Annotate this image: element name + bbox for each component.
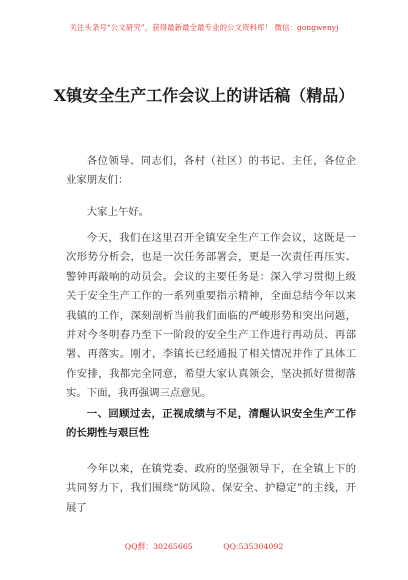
greeting-text: 各位领导、同志们，各村（社区）的书记、主任，各位企业家朋友们：	[66, 155, 356, 187]
document-title: X镇安全生产工作会议上的讲话稿（精品）	[53, 86, 355, 105]
section-heading	[66, 405, 356, 444]
greeting-paragraph	[66, 152, 356, 191]
intro-text: 今天，我们在这里召开全镇安全生产工作会议，这既是一次形势分析会，也是一次任务部署会，更是一次责任再压实、警钟再敲响的动员会。会议的主要任务是：深入学习贯彻上级关于安全生产工作的一系列重要指示精神，全面总结今年以来我镇的工作，深刻剖析当前我们面临的严峻形势和突出问题，并对今冬明春乃至下一阶段的安全生产工作进行再动员、再部署、再落实。刚才，李镇长已经通报了相关情况并作了具体工作安排，我都完全同意，希望大家认真领会，坚决抓好贯彻落实。下面，我再强调三点意见。	[66, 232, 356, 400]
intro-paragraph	[66, 229, 356, 404]
footer-contact	[0, 541, 408, 552]
section-paragraph	[66, 460, 356, 518]
hello-paragraph	[66, 203, 356, 222]
footer-qq: QQ:535304092	[223, 542, 284, 551]
section-heading-text: 一、回顾过去，正视成绩与不足，清醒认识安全生产工作的长期性与艰巨性	[66, 408, 356, 440]
section-text: 今年以来，在镇党委、政府的坚强领导下，在全镇上下的共同努力下，我们围绕“防风险、保安全、护稳定”的主线，开展了	[66, 463, 356, 514]
top-banner: 关注头条号“公文研究”，获得最新最全最专业的公文资料库！ 微信：gongwenyj	[69, 23, 339, 32]
hello-text: 大家上午好。	[86, 206, 150, 218]
footer-qq-group: QQ群：30265665	[124, 542, 193, 551]
